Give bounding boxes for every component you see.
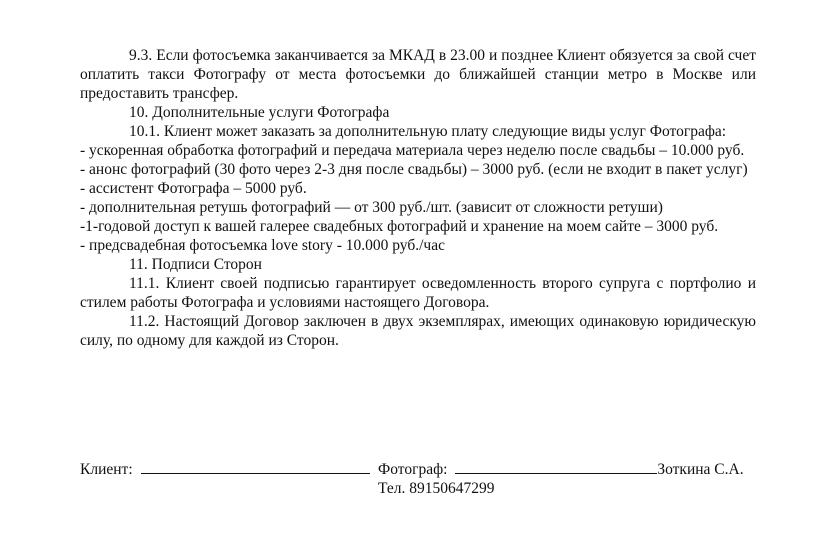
photographer-label: Фотограф: — [378, 461, 448, 478]
service-item: - анонс фотографий (30 фото через 2-3 дня после свадьбы) – 3000 руб. (если не входит в пакет услуг) — [80, 161, 748, 178]
clause-11-2: 11.2. Настоящий Договор заключен в двух экземплярах, имеющих одинаковую юридическую силу, по одному для каждой из Сторон. — [80, 313, 756, 349]
clause-9-3: 9.3. Если фотосъемка заканчивается за МКАД в 23.00 и позднее Клиент обязуется за свой счет оплатить такси Фотографу от места фотосъемки до ближайшей станции метро в Москве или предоставить трансфер. — [80, 47, 756, 102]
photographer-name: Зоткина С.А. — [657, 461, 744, 478]
photographer-signature-block — [378, 459, 744, 479]
clause-10-1: 10.1. Клиент может заказать за дополнительную плату следующие виды услуг Фотографа: — [129, 123, 727, 140]
client-label: Клиент: — [80, 461, 133, 478]
photographer-phone: Тел. 89150647299 — [378, 480, 495, 497]
client-signature-block — [80, 459, 370, 479]
section-11-heading: 11. Подписи Сторон — [129, 256, 262, 273]
service-item: - дополнительная ретушь фотографий — от 300 руб./шт. (зависит от сложности ретуши) — [80, 199, 663, 216]
section-10-heading: 10. Дополнительные услуги Фотографа — [129, 104, 390, 121]
service-item: - ассистент Фотографа – 5000 руб. — [80, 180, 307, 197]
service-item: - предсвадебная фотосъемка love story - 10.000 руб./час — [80, 237, 445, 254]
document-body — [80, 46, 756, 350]
phone-block — [378, 479, 495, 498]
client-signature-line — [141, 459, 370, 474]
clause-11-1: 11.1. Клиент своей подписью гарантирует осведомленность второго супруга с портфолио и стилем работы Фотографа и условиями настоящего Договора. — [80, 275, 756, 311]
photographer-signature-line — [455, 459, 657, 474]
service-item: -1-годовой доступ к вашей галерее свадебных фотографий и хранение на моем сайте – 3000 руб. — [80, 218, 719, 235]
service-item: - ускоренная обработка фотографий и передача материала через неделю после свадьбы – 10.000 руб. — [80, 142, 745, 159]
